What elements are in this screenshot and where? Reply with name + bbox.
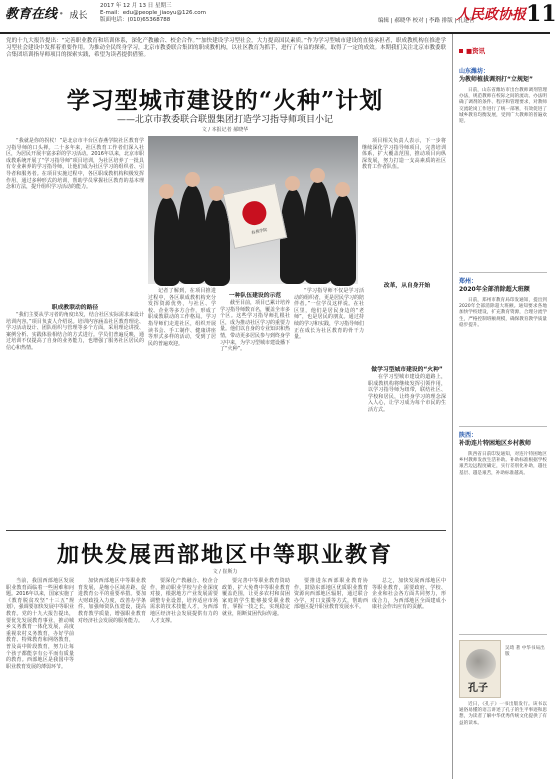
article1-col5-subhead: 做学习型城市建设的“火种” — [371, 367, 443, 373]
article1-subheadline: ——北京市教委联合联盟集团打造学习指导师项目小记 — [116, 115, 333, 125]
section-brand — [5, 3, 88, 22]
lead-paragraph: 党的十九大报告提出：“完善职业教育和培训体系，深化产教融合、校企合作。”“加快建设学习型社会，大力提高国民素质。”作为学习型城市建设的直接承担者，职成教机构在推进学习型社会建设中发挥着重要作用。为推动全民终身学习，北京市教委联合集团的职成教机构，以社区教育为抓手，进行了有益的探索，取得了一定的成效。本期我们关注北京市教委联合集团培训指导师项目的探索实践，希望为读者提供借鉴。 — [6, 38, 447, 59]
article1-col4: “学习指导师不仅是学习活动的组织者，更是居民学习的陪伴者。”一位学员这样说。在社区里，他们是居民身边的“老师”，也是居民的朋友。通过持续的学习和实践，学习指导师们正在成长为社区教育的骨干力量。 — [294, 288, 365, 341]
article1-col5: 在学习型城市建设的道路上，职成教机构将继续发挥引领作用，以学习指导师为纽带，联结社区、学校和居民，让终身学习的理念深入人心，让学习成为每个市民的生活方式。 — [368, 374, 446, 413]
sidebar-rule — [459, 426, 547, 427]
article1-col1-subhead: 职成教联动的路径 — [51, 305, 99, 311]
book-review-text: 近日，《孔子》一书出版发行。该书以通俗易懂的语言讲述了孔子的生平事迹和思想，为读者了解中华优秀传统文化提供了有益的读本。 — [459, 702, 547, 726]
brand-name: 教育在线 — [5, 7, 58, 22]
issue-date: 2017 年 12 月 13 日 星期三 — [100, 3, 172, 9]
article2-col5: 要推进东西部职业教育协作，鼓励东部地区优质职业教育资源向西部地区辐射，通过联合办学、对口支援等方式，帮助西部地区提升职业教育发展水平。 — [294, 578, 368, 611]
book-title: 孔子 — [468, 683, 488, 694]
sidebar-item2-headline: 2020年全部消除超大班额 — [459, 285, 530, 293]
issue-phone: 版面电话：(010)65368788 — [100, 17, 171, 23]
article2-byline: 文 / 崔斯力 — [212, 569, 238, 575]
news-sidebar — [452, 34, 548, 779]
article2-col2: 加快西部地区中等职业教育发展，是缩小区域差距、促进教育公平的重要举措。要加大财政投入力度，改善办学条件，加强师资队伍建设，提高教育教学质量，增强职业教育对经济社会发展的服务能力。 — [78, 578, 146, 624]
sidebar-item2-region: 郑州： — [459, 278, 478, 285]
article-divider — [6, 530, 446, 531]
sidebar-item3-text: 陕西省日前印发通知，对连片特困地区乡村教师发放生活补助。补助标准根据学校艰苦边远程度确定，实行差别化补助，越往基层、越是艰苦，补助标准越高。 — [459, 452, 547, 476]
sidebar-item2-title — [459, 278, 547, 293]
article1-col1b: “我们主要从学习者的角度出发，结合社区实际需求来设计培训内容。”项目负责人介绍说。培训内容涵盖社区教育理论、学习活动设计、团队组织与管理等多个方面，采用理论讲授、案例分析、实践体验相结合的方式进行。学员们普遍反映，通过培训不仅提高了自身的业务能力，也增强了服务社区居民的信心和热情。 — [6, 312, 144, 351]
sidebar-item3-title — [459, 432, 547, 447]
sidebar-item1-region: 山东潍坊： — [459, 68, 490, 75]
article1-photo — [148, 136, 358, 284]
article1-headline: 学习型城市建设的“火种”计划 — [66, 87, 384, 114]
sidebar-item3-region: 陕西： — [459, 432, 478, 439]
article1-col4-top: 项目相关负责人表示，下一步将继续深化学习指导师项目，完善培训体系，扩大覆盖范围，推动项目向纵深发展，努力打造一支高素质的社区教育工作者队伍。 — [362, 138, 446, 171]
sidebar-rule — [459, 634, 547, 635]
sidebar-item1-text: 日前，山东省潍坊市出台教师调剂管理办法，规范教师在校际之间的流动。办法明确了调剂的条件、程序和管理要求，对教师交流轮岗工作进行了统一部署，有效促进了城乡教育均衡发展，受到广大教师的普遍欢迎。 — [459, 88, 547, 125]
sidebar-rule — [459, 272, 547, 273]
article2-headline: 加快发展西部地区中等职业教育 — [56, 542, 393, 568]
article2-col3: 要深化产教融合、校企合作，推动职业学校与企业深度对接，根据地方产业发展需要调整专业设置，培养适应市场需求的技术技能人才，为西部地区经济社会发展提供有力的人才支撑。 — [150, 578, 218, 624]
editors-line: 编辑 | 郝晓华 校对 | 李路 排版 | 孔建营 — [378, 18, 475, 24]
masthead — [0, 0, 557, 34]
book-cover — [459, 640, 501, 698]
page-number: 11 — [526, 1, 557, 27]
article1-col1: “我就是你的拐杖！”是北京市丰台区春燕学院社区教育学习指导师的口头禅。二十多年来，社区教育工作者们深入社区，为居民开展丰富多彩的学习活动。2016年以来，北京市职成教系统开展了“学习指导师”项目培训，为社区培养了一批具有专业素养的学习指导师，让他们成为社区学习的组织者、引导者和服务者。在项目实施过程中，各区职成教机构积极发挥作用，通过多种形式的培训，帮助学员掌握社区教育的基本理念和方法，提升组织学习活动的能力。 — [6, 138, 144, 191]
article1-col3: 截至目前，项目已累计培养学习指导师数百名，覆盖全市多个区。这些学习指导师扎根社区，成为推动社区学习的重要力量。他们以自身的专业知识和热情，带动更多居民参与到终身学习中来，为学习型城市建设播下了“火种”。 — [220, 300, 291, 353]
photo-flag-text: 春燕学院 — [250, 226, 268, 236]
article1-byline: 文 / 本报记者 郝晓华 — [201, 127, 249, 133]
article2-col1: 当前，我国西部地区发展职业教育面临着一些困难和问题。2016年以来，国家实施了《教育脱贫攻坚“十三五”规划》，强调要加快发展中等职业教育。党的十九大报告提出，要优先发展教育事业，推动城乡义务教育一体化发展，高度重视农村义务教育，办好学前教育、特殊教育和网络教育，普及高中阶段教育，努力让每个孩子都能享有公平而有质量的教育。西部地区是我国中等职业教育发展的薄弱环节。 — [6, 578, 74, 670]
issue-meta — [100, 3, 206, 24]
issue-email: E-mail：edu@people_jiaoyu@126.com — [100, 10, 207, 16]
book-author: 吴琦 著 中华书局出版 — [505, 646, 545, 657]
article2-col6: 总之，加快发展西部地区中等职业教育，需要政府、学校、企业和社会各方面共同努力，形成合力，为西部地区全面建成小康社会作出应有的贡献。 — [372, 578, 446, 611]
sidebar-header: ■资讯 — [459, 46, 485, 55]
article1-col4-subhead: 改革，从自身开始 — [383, 283, 431, 289]
section-name: 成长 — [69, 11, 88, 21]
sidebar-item1-title — [459, 68, 547, 83]
sidebar-item1-headline: 为教师植拔调剂打“立规矩” — [459, 75, 533, 83]
sidebar-item2-text: 日前，郑州市教育局印发通知，提出到2020年全部消除超大班额。通知要求各地加快学校建设，扩充教育资源，合理分流学生，严格控制班额规模，确保教育教学质量稳步提升。 — [459, 298, 547, 328]
article2-col4: 要完善中等职业教育资助政策，扩大免费中等职业教育覆盖范围，让更多农村和贫困家庭的学生能够接受职业教育，掌握一技之长，实现稳定就业，阻断贫困代际传递。 — [222, 578, 290, 617]
sidebar-item3-headline: 补助连片特困地区乡村教师 — [459, 439, 532, 447]
article1-col2-subhead: 一种队伍建设的示范 — [228, 293, 282, 299]
newspaper-name: 人民政协报 — [456, 7, 526, 23]
photo-flag — [223, 183, 287, 249]
article1-col2: 记者了解到，在项目推进过程中，各区职成教机构充分发挥资源优势，与社区、学校、企业等多方合作，形成了职成教联动的工作格局。学习指导师们走进社区，组织开展读书会、手工制作、健康讲座等形式多样的活动，受到了居民的普遍欢迎。 — [148, 288, 216, 347]
brand-separator: · — [59, 7, 64, 22]
